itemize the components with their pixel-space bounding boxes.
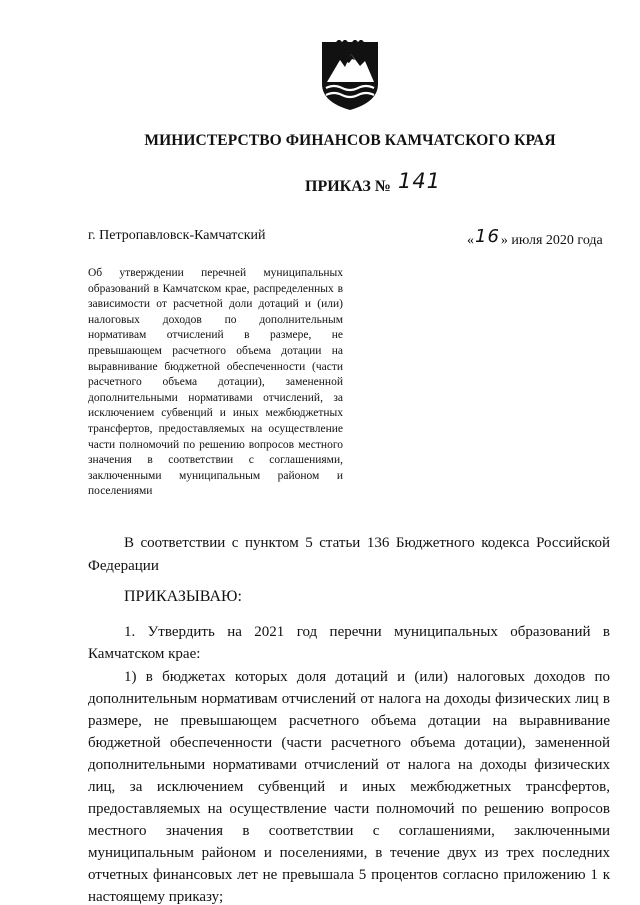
order-heading	[305, 169, 442, 196]
order-item-1-1: 1) в бюджетах которых доля дотаций и (или) налоговых доходов по дополнительным нормативам отчислений от налога на доходы физических лиц в размере, не превышающем расчетного объема дотации на выравнивание бюджетной обеспеченности (части расчетного объема дотации), замененной дополнительными нормативами отчислений от налога на доходы физических лиц, за исключением субвенций и иных межбюджетных трансфертов, предоставляемых на осуществление части полномочий по решению вопросов местного значения в соответствии с соглашениями, заключенными муниципальным районом и поселениями, в течение двух из трех последних отчетных финансовых лет не превышала 5 процентов согласно приложению 1 к настоящему приказу;	[88, 669, 610, 905]
order-item-1: 1. Утвердить на 2021 год перечни муниципальных образований в Камчатском крае:	[88, 624, 610, 662]
kamchatka-coat-of-arms-icon	[318, 40, 382, 112]
ministry-title: МИНИСТЕРСТВО ФИНАНСОВ КАМЧАТСКОГО КРАЯ	[144, 132, 556, 149]
date-month-year: » июля 2020 года	[500, 233, 603, 248]
order-number: 141	[397, 169, 442, 193]
date-open-quote: «	[467, 233, 474, 248]
order-word: ПРИКАЗЫВАЮ:	[124, 588, 242, 605]
date-day: 16	[475, 226, 500, 247]
order-date	[467, 228, 603, 249]
order-label: ПРИКАЗ №	[305, 178, 391, 195]
city: г. Петропавловск-Камчатский	[88, 228, 266, 243]
order-subject: Об утверждении перечней муниципальных образований в Камчатском крае, распределенных в зависимости от расчетной доли дотаций и (или) налоговых доходов по дополнительным нормативам отчислений в размере, не превышающем расчетного объема дотации на выравнивание бюджетной обеспеченности (части расчетного объема дотации), замененной дополнительными нормативами отчислений, за исключением субвенций и иных межбюджетных трансфертов, предоставляемых на осуществление части полномочий по решению вопросов местного значения в соответствии с соглашениями, заключенными муниципальным районом и поселениями	[88, 267, 343, 498]
legal-basis-paragraph: В соответствии с пунктом 5 статьи 136 Бюджетного кодекса Российской Федерации	[88, 535, 610, 574]
